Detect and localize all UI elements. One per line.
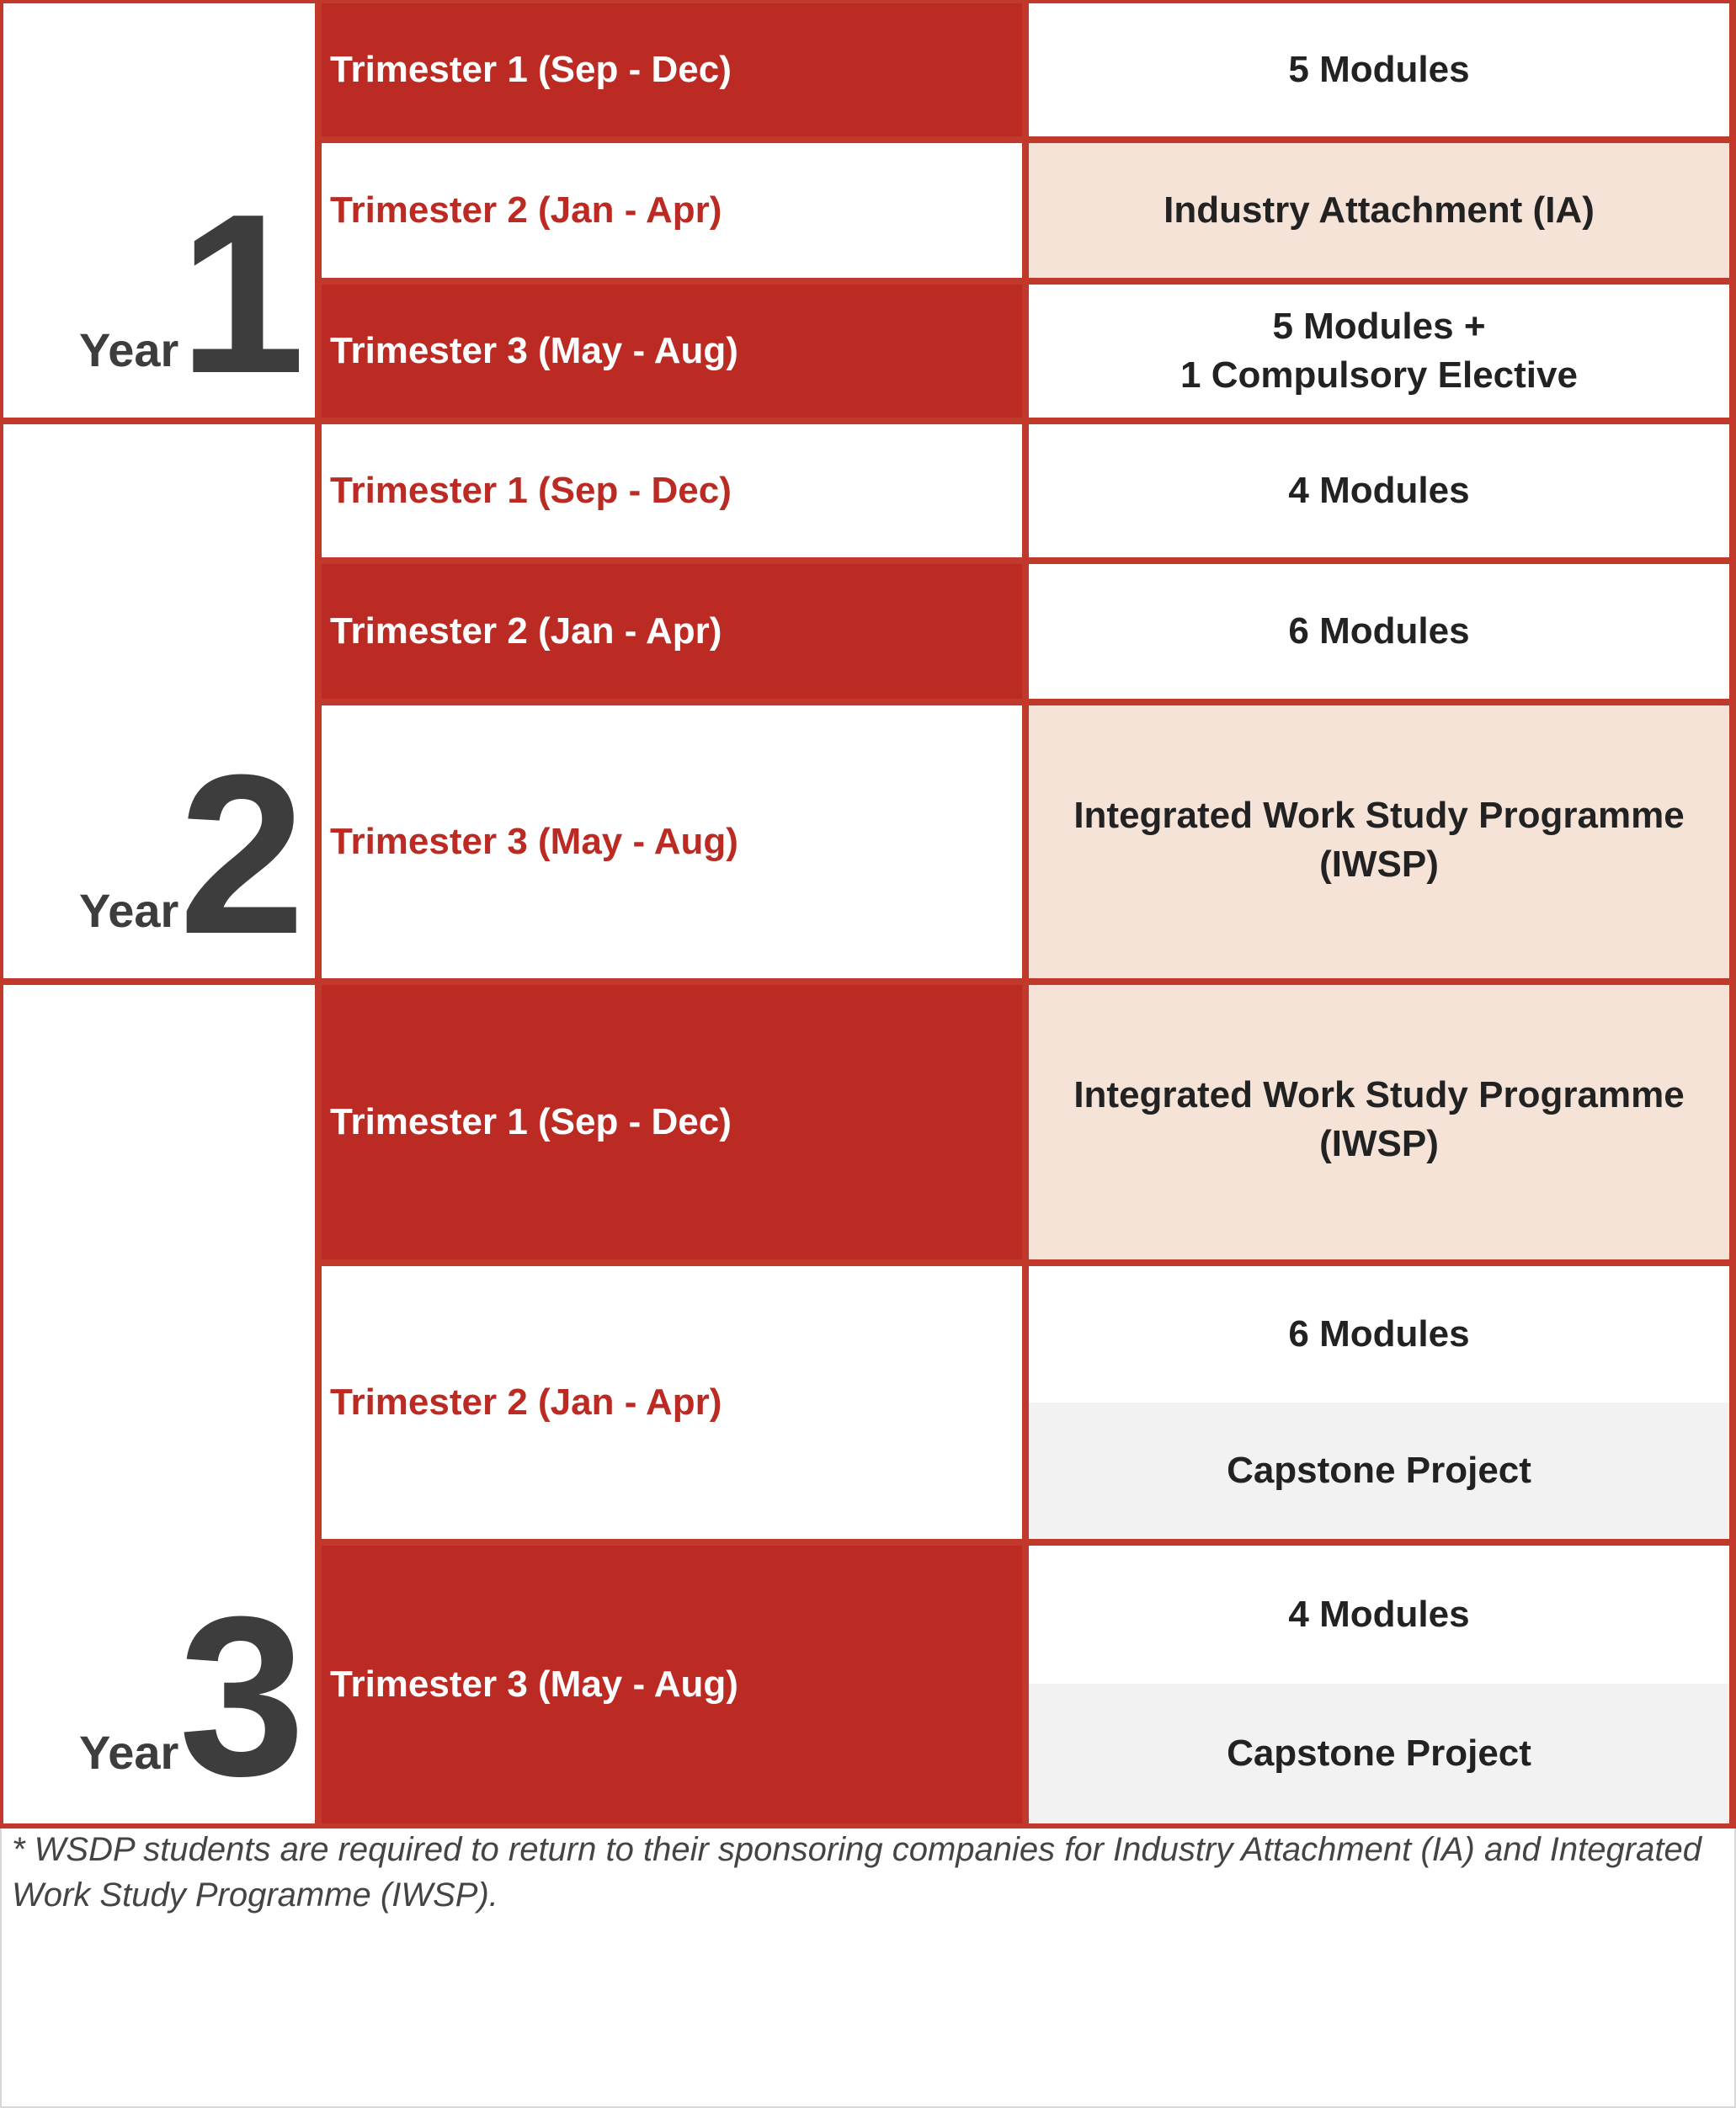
content-cell: 6 Modules (1029, 1266, 1729, 1403)
content-cell: 5 Modules (1029, 3, 1729, 136)
footnote: * WSDP students are required to return to their sponsoring companies for Industry Attachment (IA) and Integrated Work Study Programme (IWSP). (12, 1831, 1701, 1914)
trimester-cell: Trimester 1 (Sep - Dec) (322, 424, 1022, 557)
year-word: Year (79, 1726, 179, 1779)
year-3-label (79, 1570, 299, 1823)
trimester-cell: Trimester 2 (Jan - Apr) (322, 143, 1022, 278)
content-cell (1029, 705, 1729, 978)
trimester-cell: Trimester 1 (Sep - Dec) (322, 3, 1022, 136)
content-line: 1 Compulsory Elective (1180, 354, 1578, 396)
year-2-label (79, 728, 299, 982)
trimester-cell: Trimester 2 (Jan - Apr) (322, 564, 1022, 699)
year-word: Year (79, 884, 179, 937)
trimester-cell: Trimester 2 (Jan - Apr) (322, 1266, 1022, 1539)
trimester-cell: Trimester 1 (Sep - Dec) (322, 985, 1022, 1259)
trimester-cell: Trimester 3 (May - Aug) (322, 285, 1022, 418)
trimester-cell: Trimester 3 (May - Aug) (322, 705, 1022, 978)
content-cell-capstone: Capstone Project (1029, 1684, 1729, 1823)
content-cell: Industry Attachment (IA) (1029, 143, 1729, 278)
content-cell: 4 Modules (1029, 1546, 1729, 1684)
content-cell (1029, 985, 1729, 1259)
content-cell-capstone: Capstone Project (1029, 1403, 1729, 1539)
content-line: Integrated Work Study Programme (1073, 1074, 1685, 1115)
content-line: 5 Modules + (1272, 306, 1486, 347)
content-cell (1029, 285, 1729, 418)
content-line: (IWSP) (1319, 844, 1439, 885)
year-number: 1 (178, 168, 299, 421)
content-line: (IWSP) (1319, 1123, 1439, 1164)
content-line: Integrated Work Study Programme (1073, 795, 1685, 836)
year-number: 3 (178, 1570, 299, 1823)
trimester-cell: Trimester 3 (May - Aug) (322, 1546, 1022, 1823)
content-cell: 6 Modules (1029, 564, 1729, 699)
year-word: Year (79, 323, 179, 376)
year-number: 2 (178, 728, 299, 982)
content-cell: 4 Modules (1029, 424, 1729, 557)
year-1-label (79, 168, 299, 421)
